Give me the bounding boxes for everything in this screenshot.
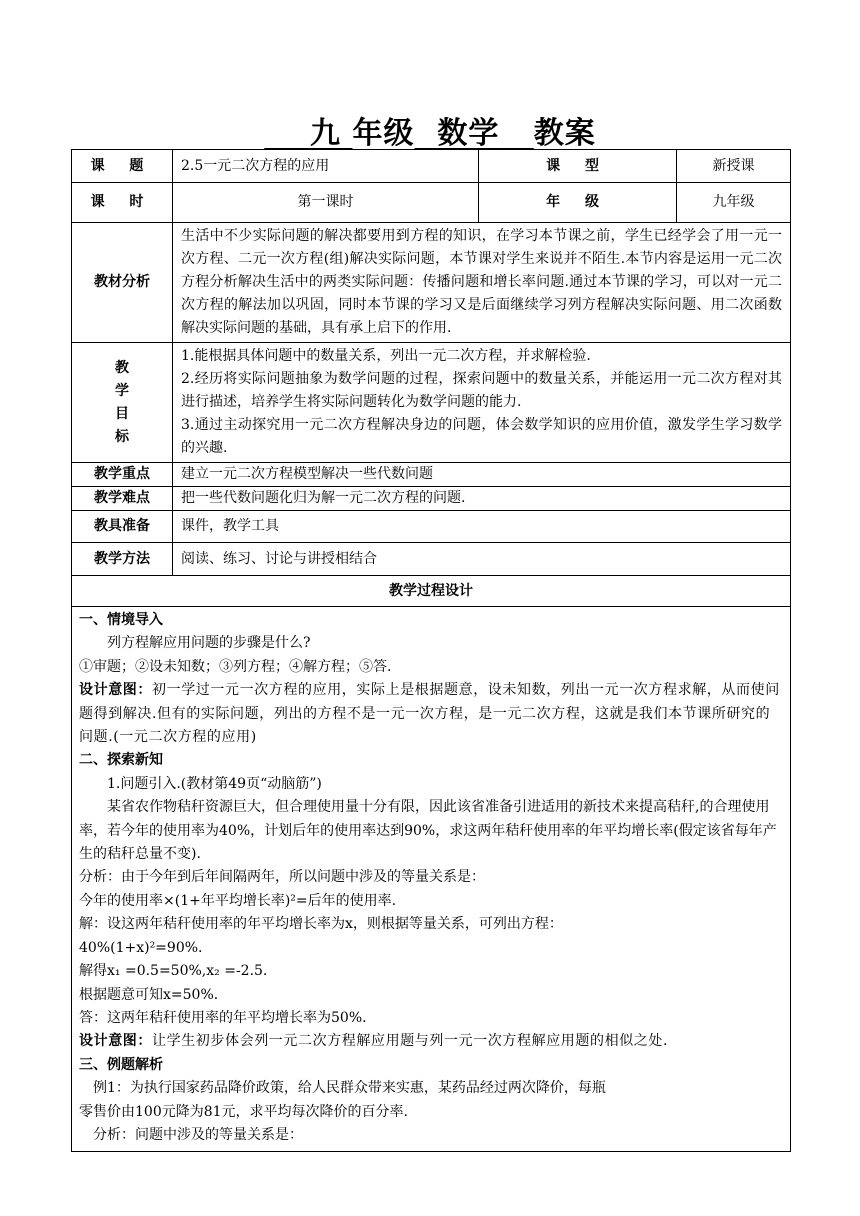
- difficulty-label: 教学难点: [72, 487, 173, 511]
- method-value: 阅读、练习、讨论与讲授相结合: [173, 543, 791, 576]
- text-line: 列方程解应用问题的步骤是什么?: [107, 635, 311, 652]
- process-title: 教学过程设计: [72, 576, 791, 607]
- text-line: 今年的使用率×(1+年平均增长率)²=后年的使用率.: [79, 892, 397, 909]
- text-line: 某省农作物秸秆资源巨大，但合理使用量十分有限，因此该省准备引进适用的新技术来提高秸秆,的合理使用率，若今年的使用率为40%，计划后年的使用率达到90%，求这两年秸秆使用率的年平均增长率(假定该省每年产生的秸秆总量不变).: [79, 799, 777, 863]
- grade-suffix: 年级: [352, 116, 415, 151]
- goal-item: 1.能根据具体问题中的数量关系，列出一元二次方程，并求解检验.: [181, 348, 591, 364]
- text-line: 1.问题引入.(教材第49页“动脑筋”): [107, 775, 322, 792]
- topic-label: 课 题: [72, 150, 173, 183]
- grade-blank: 九: [310, 116, 342, 151]
- section-heading: 一、情境导入: [79, 612, 163, 628]
- topic-value: 2.5一元二次方程的应用: [173, 150, 479, 183]
- document-title: [0, 108, 860, 152]
- section-heading: 二、探索新知: [79, 752, 163, 769]
- text-line: 答：这两年秸秆使用率的年平均增长率为50%.: [79, 1009, 367, 1026]
- analysis-label: 教材分析: [72, 223, 173, 343]
- goal-item: 3.通过主动探究用一元二次方程解决身边的问题，体会数学知识的应用价值，激发学生学习数学的兴趣.: [181, 417, 783, 456]
- text-line: 零售价由100元降为81元，求平均每次降价的百分率.: [79, 1103, 408, 1120]
- tools-value: 课件，教学工具: [173, 511, 791, 543]
- doc-type: 教案: [533, 116, 596, 151]
- type-value: 新授课: [677, 150, 791, 183]
- text-line: 根据题意可知x=50%.: [79, 986, 219, 1003]
- key-point-label: 教学重点: [72, 463, 173, 487]
- design-intent: 设计意图：让学生初步体会列一元二次方程解应用题与列一元一次方程解应用题的相似之处.: [79, 1033, 669, 1050]
- equation: 40%(1+x)²=90%.: [79, 939, 203, 956]
- text-line: 分析：由于今年到后年间隔两年，所以问题中涉及的等量关系是：: [79, 869, 485, 886]
- method-label: 教学方法: [72, 543, 173, 576]
- tools-label: 教具准备: [72, 511, 173, 543]
- text-line: 例1：为执行国家药品降价政策，给人民群众带来实惠，某药品经过两次降价，每瓶: [93, 1080, 606, 1097]
- grade-value: 九年级: [677, 183, 791, 223]
- type-label: 课 型: [479, 150, 677, 183]
- grade-label: 年 级: [479, 183, 677, 223]
- text-line: ①审题；②设未知数；③列方程；④解方程；⑤答.: [79, 658, 392, 675]
- goals-list: [173, 343, 791, 463]
- difficulty-value: 把一些代数问题化归为解一元二次方程的问题.: [173, 487, 791, 511]
- period-label: 课 时: [72, 183, 173, 223]
- text-line: 解：设这两年秸秆使用率的年平均增长率为x，则根据等量关系，可列出方程：: [79, 916, 563, 933]
- goal-item: 2.经历将实际问题抽象为数学问题的过程，探索问题中的数量关系，并能运用一元二次方程对其进行描述，培养学生将实际问题转化为数学问题的能力.: [181, 371, 783, 410]
- period-value: 第一课时: [173, 183, 479, 223]
- subject-blank: 数学: [437, 116, 500, 151]
- design-intent: 设计意图：初一学过一元一次方程的应用，实际上是根据题意，设未知数，列出一元一次方程求解，从而使问题得到解决.但有的实际问题，列出的方程不是一元一次方程，是一元二次方程，这就是我们本节课所研究的问题.(一元二次方程的应用): [79, 682, 780, 746]
- section-heading: 三、例题解析: [79, 1056, 163, 1073]
- lesson-plan-table: [71, 149, 791, 1152]
- key-point-value: 建立一元二次方程模型解决一些代数问题: [173, 463, 791, 487]
- process-body: [72, 607, 791, 1152]
- goals-label: 教 学 目 标: [72, 343, 173, 463]
- equation: 解得x₁ =0.5=50%,x₂ =-2.5.: [79, 963, 268, 980]
- text-line: 分析：问题中涉及的等量关系是：: [93, 1126, 303, 1143]
- analysis-text: 生活中不少实际问题的解决都要用到方程的知识，在学习本节课之前，学生已经学会了用一元一次方程、二元一次方程(组)解决实际问题，本节课对学生来说并不陌生.本节内容是运用一元二次方程分析解决生活中的两类实际问题：传播问题和增长率问题.通过本节课的学习，可以对一元二次方程的解法加以巩固，同时本节课的学习又是后面继续学习列方程解决实际问题、用二次函数解决实际问题的基础，具有承上启下的作用.: [173, 223, 791, 343]
